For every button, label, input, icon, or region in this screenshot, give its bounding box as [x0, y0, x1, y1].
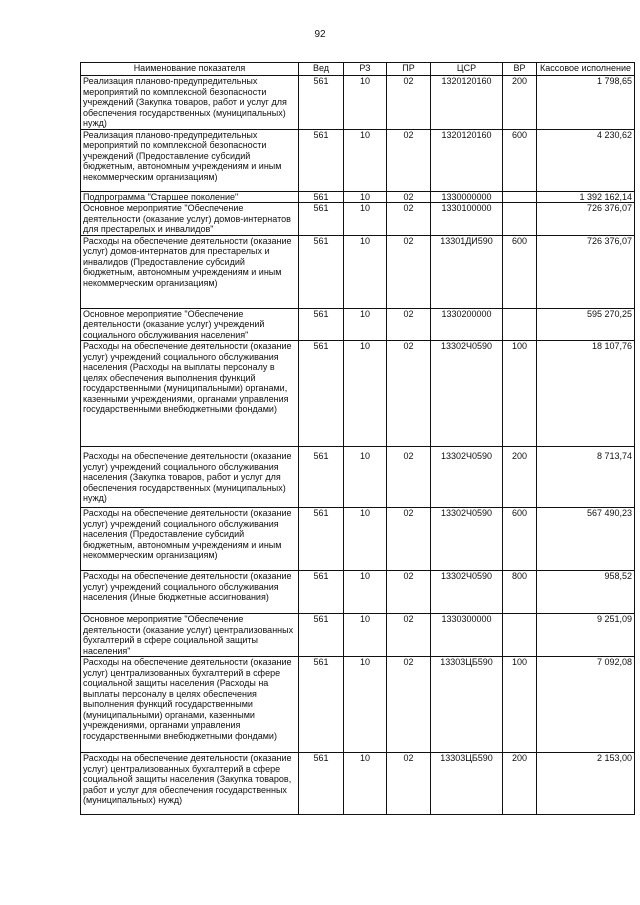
row-rz: 10: [344, 76, 387, 130]
row-ved: 561: [299, 614, 344, 657]
row-rz: 10: [344, 614, 387, 657]
row-pr: 02: [387, 508, 431, 571]
row-amount: 7 092,08: [537, 657, 635, 753]
header-pr: ПР: [387, 63, 431, 76]
row-csr: 1320120160: [431, 76, 503, 130]
row-pr: 02: [387, 203, 431, 236]
table-row: [81, 191, 635, 203]
table-row: [81, 657, 635, 753]
header-ved: Вед: [299, 63, 344, 76]
table-row: [81, 571, 635, 614]
row-amount: 567 490,23: [537, 508, 635, 571]
row-vr: 200: [503, 753, 537, 815]
row-csr: 13303ЦБ590: [431, 753, 503, 815]
row-vr: [503, 308, 537, 341]
row-pr: 02: [387, 308, 431, 341]
row-name: Расходы на обеспечение деятельности (оказание услуг) централизованных бухгалтерий в сфере социальной защиты населения (Расходы на выплаты персоналу в целях обеспечения выполнения функций государственными (муниципальными) органами, казенными учреждениями, органами управления государственными внебюджетными фондами): [81, 657, 299, 753]
header-csr: ЦСР: [431, 63, 503, 76]
row-rz: 10: [344, 508, 387, 571]
row-vr: 800: [503, 571, 537, 614]
row-vr: 600: [503, 129, 537, 191]
table-row: [81, 508, 635, 571]
row-pr: 02: [387, 571, 431, 614]
header-vr: ВР: [503, 63, 537, 76]
row-rz: 10: [344, 341, 387, 447]
row-name: Расходы на обеспечение деятельности (оказание услуг) централизованных бухгалтерий в сфере социальной защиты населения (Закупка товаров, работ и услуг для обеспечения государственных (муниципальных) нужд): [81, 753, 299, 815]
row-rz: 10: [344, 753, 387, 815]
row-pr: 02: [387, 753, 431, 815]
row-vr: [503, 191, 537, 203]
row-ved: 561: [299, 753, 344, 815]
row-pr: 02: [387, 614, 431, 657]
table-row: [81, 129, 635, 191]
row-name: Основное мероприятие "Обеспечение деятельности (оказание услуг) централизованных бухгалтерий в сфере социальной защиты населения": [81, 614, 299, 657]
row-pr: 02: [387, 191, 431, 203]
row-ved: 561: [299, 341, 344, 447]
budget-table: [80, 62, 635, 815]
row-amount: 1 798,65: [537, 76, 635, 130]
row-amount: 18 107,76: [537, 341, 635, 447]
row-vr: 200: [503, 76, 537, 130]
row-pr: 02: [387, 447, 431, 508]
row-rz: 10: [344, 203, 387, 236]
row-name: Расходы на обеспечение деятельности (оказание услуг) учреждений социального обслуживания населения (Расходы на выплаты персоналу в целях обеспечения выполнения функций государственными (муниципальными) органами, казенными учреждениями, органами управления государственными внебюджетными фондами): [81, 341, 299, 447]
row-vr: [503, 614, 537, 657]
row-amount: 726 376,07: [537, 235, 635, 308]
row-amount: 2 153,00: [537, 753, 635, 815]
row-pr: 02: [387, 235, 431, 308]
row-csr: 13301ДИ590: [431, 235, 503, 308]
row-ved: 561: [299, 508, 344, 571]
row-name: Реализация планово-предупредительных мероприятий по комплексной безопасности учреждений (Закупка товаров, работ и услуг для обеспечения государственных (муниципальных) нужд): [81, 76, 299, 130]
row-name: Подпрограмма "Старшее поколение": [81, 191, 299, 203]
table-header-row: [81, 63, 635, 76]
row-ved: 561: [299, 447, 344, 508]
row-name: Расходы на обеспечение деятельности (оказание услуг) учреждений социального обслуживания населения (Закупка товаров, работ и услуг для обеспечения государственных (муниципальных) нужд): [81, 447, 299, 508]
table-row: [81, 614, 635, 657]
row-csr: 1330300000: [431, 614, 503, 657]
row-csr: 1330200000: [431, 308, 503, 341]
row-ved: 561: [299, 571, 344, 614]
row-rz: 10: [344, 191, 387, 203]
header-rz: РЗ: [344, 63, 387, 76]
row-rz: 10: [344, 235, 387, 308]
row-vr: 100: [503, 341, 537, 447]
row-amount: 8 713,74: [537, 447, 635, 508]
row-amount: 9 251,09: [537, 614, 635, 657]
row-amount: 958,52: [537, 571, 635, 614]
row-name: Реализация планово-предупредительных мероприятий по комплексной безопасности учреждений (Предоставление субсидий бюджетным, автономным учреждениям и иным некоммерческим организациям): [81, 129, 299, 191]
table-row: [81, 76, 635, 130]
row-pr: 02: [387, 129, 431, 191]
row-ved: 561: [299, 308, 344, 341]
row-csr: 13302Ч0590: [431, 571, 503, 614]
row-pr: 02: [387, 76, 431, 130]
row-csr: 13303ЦБ590: [431, 657, 503, 753]
row-amount: 595 270,25: [537, 308, 635, 341]
row-csr: 13302Ч0590: [431, 341, 503, 447]
row-csr: 13302Ч0590: [431, 508, 503, 571]
row-ved: 561: [299, 657, 344, 753]
row-vr: [503, 203, 537, 236]
table-row: [81, 447, 635, 508]
row-name: Расходы на обеспечение деятельности (оказание услуг) домов-интернатов для престарелых и инвалидов (Предоставление субсидий бюджетным, автономным учреждениям и иным некоммерческим организациям): [81, 235, 299, 308]
row-amount: 726 376,07: [537, 203, 635, 236]
row-rz: 10: [344, 571, 387, 614]
row-name: Расходы на обеспечение деятельности (оказание услуг) учреждений социального обслуживания населения (Предоставление субсидий бюджетным, автономным учреждениям и иным некоммерческим организациям): [81, 508, 299, 571]
row-pr: 02: [387, 657, 431, 753]
row-csr: 1330100000: [431, 203, 503, 236]
table-row: [81, 753, 635, 815]
table-row: [81, 235, 635, 308]
row-pr: 02: [387, 341, 431, 447]
row-ved: 561: [299, 235, 344, 308]
row-name: Основное мероприятие "Обеспечение деятельности (оказание услуг) домов-интернатов для престарелых и инвалидов": [81, 203, 299, 236]
row-vr: 600: [503, 508, 537, 571]
table-row: [81, 341, 635, 447]
row-ved: 561: [299, 191, 344, 203]
row-vr: 100: [503, 657, 537, 753]
row-csr: 1320120160: [431, 129, 503, 191]
table-row: [81, 308, 635, 341]
row-rz: 10: [344, 447, 387, 508]
row-vr: 600: [503, 235, 537, 308]
row-rz: 10: [344, 657, 387, 753]
row-ved: 561: [299, 76, 344, 130]
row-name: Основное мероприятие "Обеспечение деятельности (оказание услуг) учреждений социального обслуживания населения": [81, 308, 299, 341]
row-csr: 1330000000: [431, 191, 503, 203]
row-name: Расходы на обеспечение деятельности (оказание услуг) учреждений социального обслуживания населения (Иные бюджетные ассигнования): [81, 571, 299, 614]
header-amount: Кассовое исполнение: [537, 63, 635, 76]
row-ved: 561: [299, 129, 344, 191]
row-rz: 10: [344, 129, 387, 191]
row-rz: 10: [344, 308, 387, 341]
row-csr: 13302Ч0590: [431, 447, 503, 508]
row-ved: 561: [299, 203, 344, 236]
row-amount: 4 230,62: [537, 129, 635, 191]
row-vr: 200: [503, 447, 537, 508]
row-amount: 1 392 162,14: [537, 191, 635, 203]
header-name: Наименование показателя: [81, 63, 299, 76]
table-row: [81, 203, 635, 236]
page-number: 92: [314, 29, 326, 40]
